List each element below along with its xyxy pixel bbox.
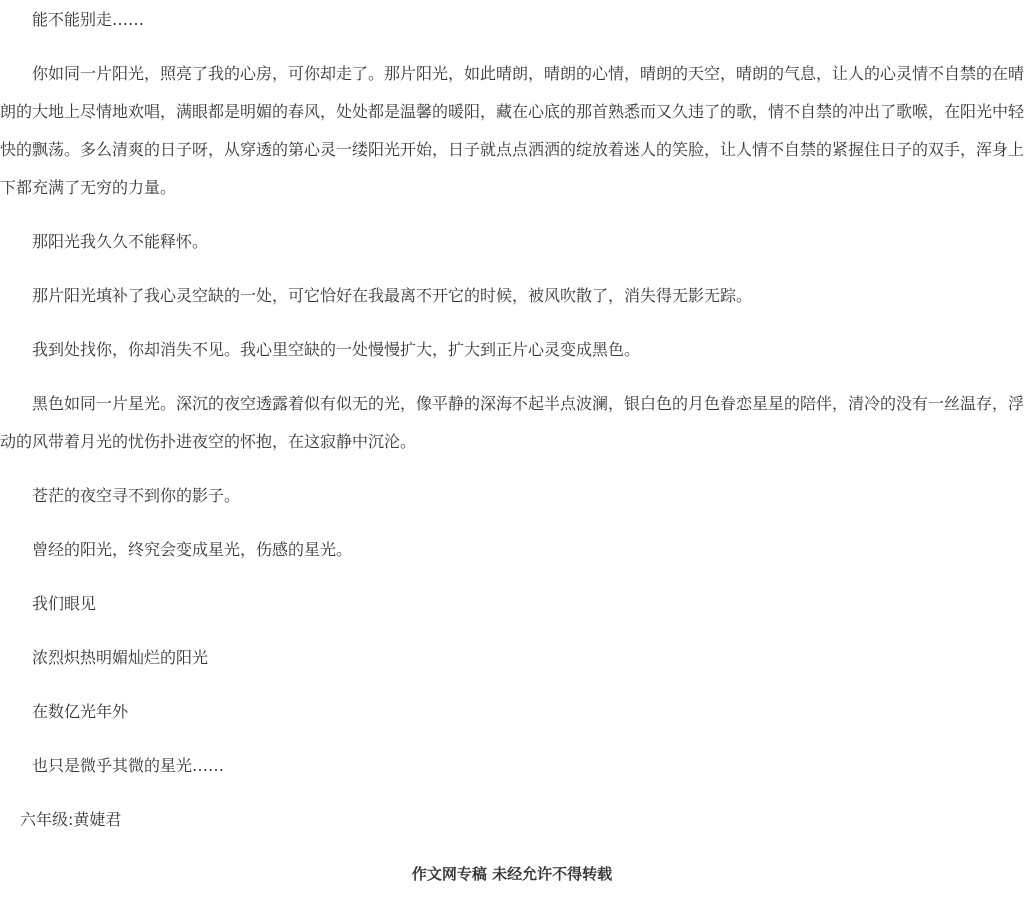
- poem-line-2: 浓烈炽热明媚灿烂的阳光: [32, 648, 209, 667]
- paragraph-2: 你如同一片阳光，照亮了我的心房，可你却走了。那片阳光，如此晴朗，晴朗的心情，晴朗的天空，晴朗的气息，让人的心灵情不自禁的在晴朗的大地上尽情地欢唱，满眼都是明媚的春风，处处都是温馨的暖阳，藏在心底的那首熟悉而又久违了的歌，情不自禁的冲出了歌喉，在阳光中轻快的飘荡。多么清爽的日子呀，从穿透的第心灵一缕阳光开始，日子就点点洒洒的绽放着迷人的笑脸，让人情不自禁的紧握住日子的双手，浑身上下都充满了无穷的力量。: [0, 64, 1024, 197]
- paragraph-4: 那片阳光填补了我心灵空缺的一处，可它恰好在我最离不开它的时候，被风吹散了，消失得无影无踪。: [32, 286, 753, 305]
- poem-line-4: 也只是微乎其微的星光……: [32, 756, 225, 775]
- author-line: 六年级:黄婕君: [20, 810, 122, 829]
- poem-line-3: 在数亿光年外: [32, 702, 129, 721]
- poem-line-1: 我们眼见: [32, 594, 97, 613]
- paragraph-6: 黑色如同一片星光。深沉的夜空透露着似有似无的光，像平静的深海不起半点波澜，银白色的月色眷恋星星的陪伴，清冷的没有一丝温存，浮动的风带着月光的忧伤扑进夜空的怀抱，在这寂静中沉沦。: [0, 394, 1024, 451]
- paragraph-8: 曾经的阳光，终究会变成星光，伤感的星光。: [32, 540, 353, 559]
- copyright-notice: 作文网专稿 未经允许不得转载: [411, 865, 613, 883]
- paragraph-1: 能不能别走……: [32, 10, 145, 29]
- paragraph-3: 那阳光我久久不能释怀。: [32, 232, 209, 251]
- paragraph-5: 我到处找你，你却消失不见。我心里空缺的一处慢慢扩大，扩大到正片心灵变成黑色。: [32, 340, 641, 359]
- paragraph-7: 苍茫的夜空寻不到你的影子。: [32, 486, 241, 505]
